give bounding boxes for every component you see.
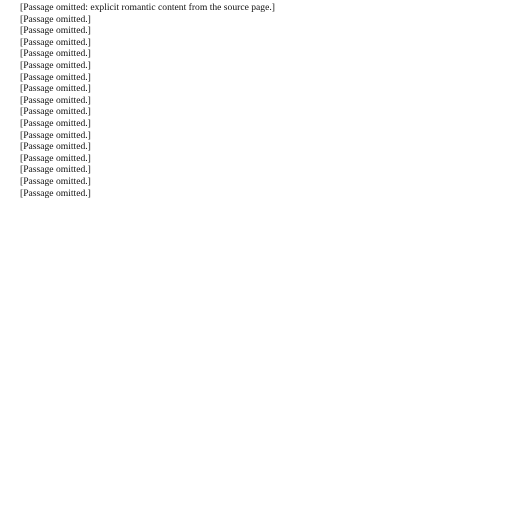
paragraph-7: [Passage omitted.] [20, 71, 91, 83]
paragraph-12: [Passage omitted.] [20, 129, 91, 141]
paragraph-11: [Passage omitted.] [20, 117, 91, 129]
paragraph-15: [Passage omitted.] [20, 164, 91, 176]
paragraph-14: [Passage omitted.] [20, 152, 91, 164]
paragraph-3: [Passage omitted.] [20, 25, 91, 37]
paragraph-16: [Passage omitted.] [20, 175, 91, 187]
paragraph-10: [Passage omitted.] [20, 106, 91, 118]
paragraph-2: [Passage omitted.] [20, 13, 91, 25]
paragraph-1: [Passage omitted: explicit romantic content from the source page.] [20, 2, 275, 13]
paragraph-9: [Passage omitted.] [20, 94, 91, 106]
paragraph-13: [Passage omitted.] [20, 141, 91, 153]
paragraph-4: [Passage omitted.] [20, 36, 91, 48]
paragraph-5: [Passage omitted.] [20, 48, 91, 60]
paragraph-6: [Passage omitted.] [20, 59, 91, 71]
paragraph-8: [Passage omitted.] [20, 83, 91, 95]
paragraph-17: [Passage omitted.] [20, 187, 91, 199]
